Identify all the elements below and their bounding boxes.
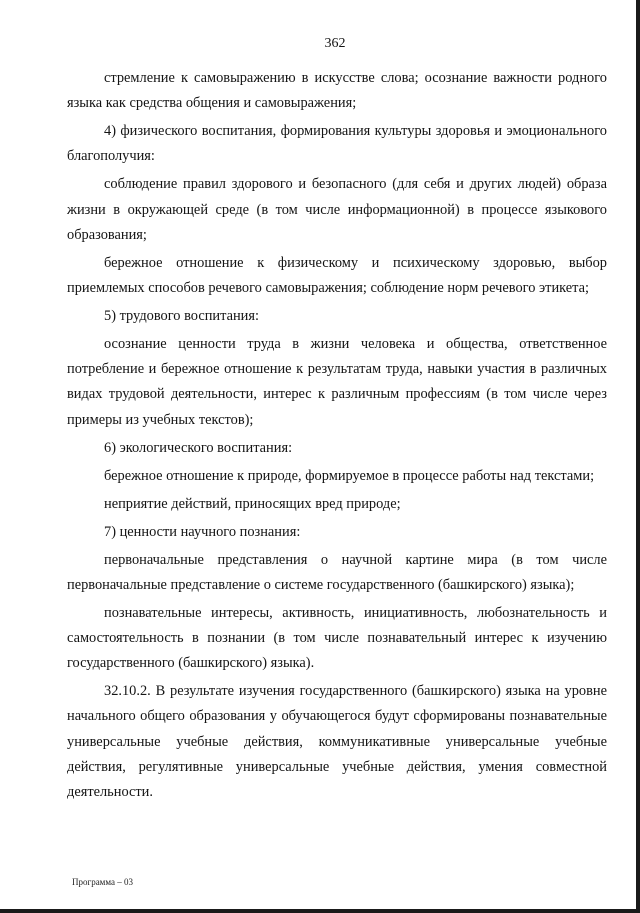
- paragraph-3: соблюдение правил здорового и безопасного (для себя и других людей) образа жизни в окружающей среде (в том числе информационной) в процессе языкового образования;: [67, 176, 607, 243]
- paragraph-11: первоначальные представления о научной картине мира (в том числе первоначальные представление о системе государственного (башкирского) языка);: [67, 551, 607, 593]
- paragraph-8: бережное отношение к природе, формируемое в процессе работы над текстами;: [104, 467, 595, 484]
- paragraph-12: познавательные интересы, активность, инициативность, любознательность и самостоятельность в познании (в том числе познавательный интерес к изучению государственного (башкирского) языка).: [67, 604, 607, 672]
- paragraph-4: бережное отношение к физическому и психическому здоровью, выбор приемлемых способов речевого самовыражения; соблюдение норм речевого этикета;: [67, 254, 607, 297]
- footer-program-code: Программа – 03: [72, 877, 134, 887]
- paragraph-13: 32.10.2. В результате изучения государственного (башкирского) языка на уровне начального общего образования у обучающегося будут сформированы познавательные универсальные учебные действия, коммуникативные универсальные учебные действия, регулятивные универсальные учебные действия, умения совместной деятельности.: [67, 683, 607, 801]
- document-body: [67, 66, 607, 808]
- paragraph-2: 4) физического воспитания, формирования культуры здоровья и эмоционального благополучия:: [67, 123, 607, 165]
- paragraph-6: осознание ценности труда в жизни человека и общества, ответственное потребление и бережное отношение к результатам труда, навыки участия в различных видах трудовой деятельности, интерес к различным профессиям (в том числе через примеры из учебных текстов);: [67, 336, 607, 428]
- paragraph-1: стремление к самовыражению в искусстве слова; осознание важности родного языка как средства общения и самовыражения;: [67, 70, 607, 112]
- paragraph-10: 7) ценности научного познания:: [104, 523, 301, 540]
- page-number: 362: [324, 36, 346, 51]
- paragraph-9: неприятие действий, приносящих вред природе;: [104, 495, 401, 512]
- paragraph-5: 5) трудового воспитания:: [104, 308, 260, 325]
- paragraph-7: 6) экологического воспитания:: [104, 439, 293, 456]
